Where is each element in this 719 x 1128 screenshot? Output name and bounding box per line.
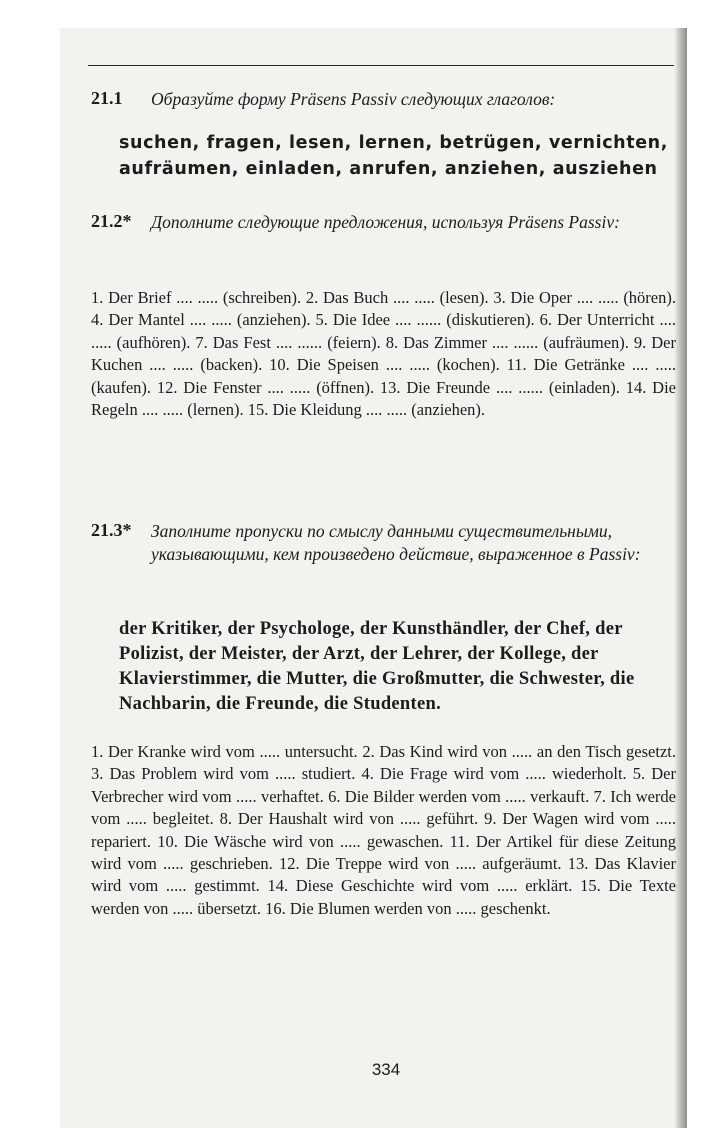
book-page [60, 28, 684, 1128]
page-edge-shadow [674, 28, 687, 1128]
exercise-number: 21.3* [91, 520, 132, 540]
header-rule [88, 65, 674, 66]
exercise-instruction: Образуйте форму Präsens Passiv следующих глаголов: [151, 89, 556, 109]
page-number: 334 [371, 1060, 401, 1079]
exercise-21-1-header [91, 88, 676, 111]
exercise-instruction: Заполните пропуски по смыслу данными существительными, указывающими, кем произведено действие, выраженное в Passiv: [151, 521, 641, 564]
exercise-21-3-sentences: 1. Der Kranke wird vom ..... untersucht. 2. Das Kind wird von ..... an den Tisch gesetzt. 3. Das Problem wird vom ..... studiert. 4. Die Frage wird vom ..... wiederholt. 5. Der Verbrecher wird vom ..... verhaftet. 6. Die Bilder werden vom ..... verkauft. 7. Ich werde vom ..... begleitet. 8. Der Haushalt wird von ..... geführt. 9. Der Wagen wird vom ..... repariert. 10. Die Wäsche wird von ..... gewaschen. 11. Der Artikel für diese Zeitung wird vom ..... geschrieben. 12. Die Treppe wird von ..... aufgeräumt. 13. Das Klavier wird vom ..... gestimmt. 14. Diese Geschichte wird vom ..... erklärt. 15. Die Texte werden von ..... übersetzt. 16. Die Blumen werden von ..... geschenkt. [91, 742, 676, 918]
exercise-number: 21.1 [91, 88, 123, 108]
exercise-21-3-word-list: der Kritiker, der Psychologe, der Kunsthändler, der Chef, der Polizist, der Meister, der Arzt, der Lehrer, der Kollege, der Klavierstimmer, die Mutter, die Großmutter, die Schwester, die Nachbarin, die Freunde, die Studenten. [119, 619, 635, 714]
exercise-21-1-word-list: suchen, fragen, lesen, lernen, betrügen, vernichten, aufräumen, einladen, anrufen, anziehen, ausziehen [119, 133, 668, 179]
exercise-21-2-sentences: 1. Der Brief .... ..... (schreiben). 2. Das Buch .... ..... (lesen). 3. Die Oper .... ..... (hören). 4. Der Mantel .... ..... (anziehen). 5. Die Idee .... ...... (diskutieren). 6. Der Unterricht .... ..... (aufhören). 7. Das Fest .... ...... (feiern). 8. Das Zimmer .... ...... (aufräumen). 9. Der Kuchen .... ..... (backen). 10. Die Speisen .... ..... (kochen). 11. Die Getränke .... ..... (kaufen). 12. Die Fenster .... ..... (öffnen). 13. Die Freunde .... ...... (einladen). 14. Die Regeln .... ..... (lernen). 15. Die Kleidung .... ..... (anziehen). [91, 288, 676, 420]
exercise-instruction: Дополните следующие предложения, используя Präsens Passiv: [151, 212, 620, 232]
exercise-21-2-header [91, 211, 676, 234]
exercise-21-3-header [91, 520, 676, 566]
exercise-number: 21.2* [91, 211, 132, 231]
